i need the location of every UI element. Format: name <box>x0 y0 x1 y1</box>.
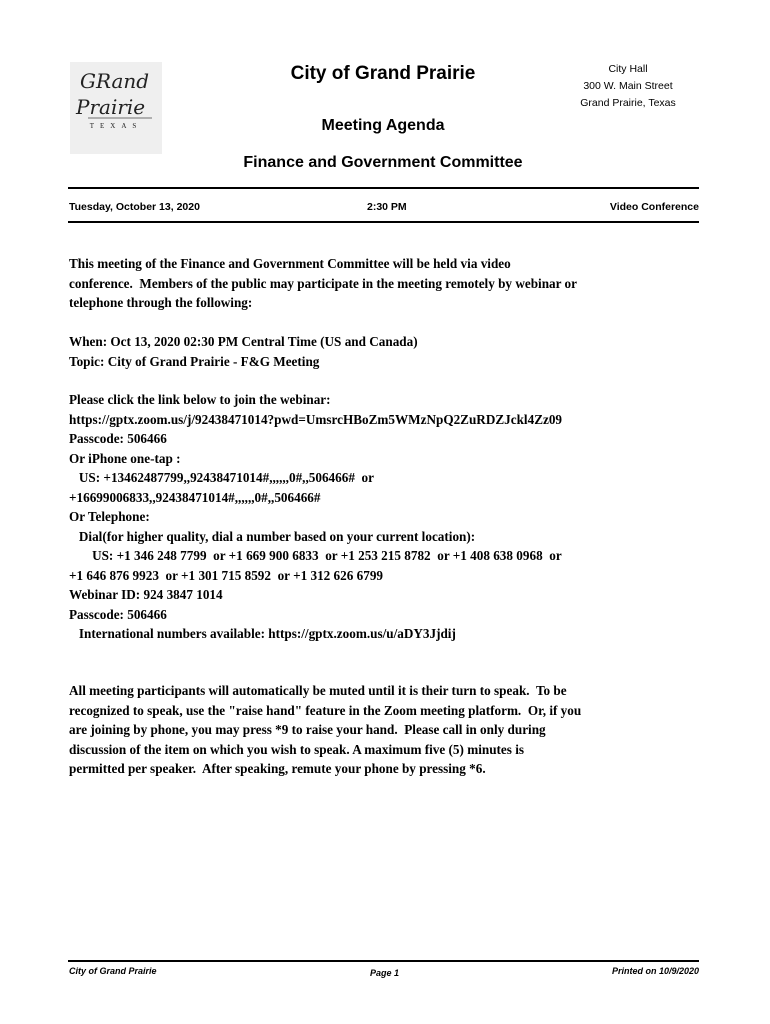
logo-script-graphic <box>70 62 162 154</box>
committee-heading: Finance and Government Committee <box>243 154 523 171</box>
logo-texas: TEXAS <box>89 122 143 130</box>
meeting-agenda-heading: Meeting Agenda <box>321 117 445 134</box>
footer-page-number: Page 1 <box>370 968 400 978</box>
intro-line: telephone through the following: <box>69 295 253 310</box>
passcode-line: Passcode: 506466 <box>69 606 167 622</box>
info-divider <box>68 221 699 223</box>
muting-line: permitted per speaker. After speaking, remute your phone by pressing *6. <box>69 761 486 776</box>
when-line: When: Oct 13, 2020 02:30 PM Central Time (US and Canada) <box>69 334 418 349</box>
iphone-alt-number: +16699006833,,92438471014#,,,,,,0#,,506466# <box>69 489 321 505</box>
city-hall-address <box>560 61 696 112</box>
topic-line: Topic: City of Grand Prairie - F&G Meeting <box>69 353 320 369</box>
dial-instruction: Dial(for higher quality, dial a number based on your current location): <box>69 528 476 544</box>
muting-line: are joining by phone, you may press *9 to raise your hand. Please call in only during <box>69 722 546 737</box>
iphone-heading: Or iPhone one-tap : <box>69 450 181 466</box>
international-numbers-link[interactable]: International numbers available: https://gptx.zoom.us/u/aDY3Jjdij <box>69 626 456 641</box>
page-title: City of Grand Prairie <box>290 63 476 84</box>
footer-printed-date: Printed on 10/9/2020 <box>611 966 699 976</box>
iphone-us-number: US: +13462487799,,92438471014#,,,,,,0#,,506466# or <box>69 470 374 485</box>
meeting-time: 2:30 PM <box>367 201 407 213</box>
intro-line: conference. Members of the public may participate in the meeting remotely by webinar or <box>69 275 577 291</box>
address-line-2: 300 W. Main Street <box>583 80 673 92</box>
join-instruction: Please click the link below to join the webinar: <box>69 392 331 407</box>
muting-line: recognized to speak, use the "raise hand" feature in the Zoom meeting platform. Or, if you <box>69 702 582 718</box>
muting-line: discussion of the item on which you wish to speak. A maximum five (5) minutes is <box>69 741 525 757</box>
passcode-line: Passcode: 506466 <box>69 431 167 446</box>
address-line-3: Grand Prairie, Texas <box>580 97 676 109</box>
intro-paragraph <box>69 254 699 313</box>
logo-line1: GRand <box>80 69 150 93</box>
address-line-1: City Hall <box>608 63 648 75</box>
top-divider <box>68 187 699 189</box>
muting-paragraph <box>69 681 699 779</box>
meeting-location: Video Conference <box>609 201 699 213</box>
grand-prairie-logo <box>70 62 162 154</box>
when-topic-block <box>69 332 699 371</box>
webinar-id: Webinar ID: 924 3847 1014 <box>69 587 223 602</box>
webinar-link[interactable]: https://gptx.zoom.us/j/92438471014?pwd=UmsrcHBoZm5WMzNpQ2ZuRDZJckl4Zz09 <box>69 411 563 427</box>
us-numbers-line-2: +1 646 876 9923 or +1 301 715 8592 or +1 312 626 6799 <box>69 567 384 583</box>
us-numbers-line-1: US: +1 346 248 7799 or +1 669 900 6833 or +1 253 215 8782 or +1 408 638 0968 or <box>69 548 562 563</box>
muting-line: All meeting participants will automatically be muted until it is their turn to speak. To be <box>69 683 567 698</box>
intro-line: This meeting of the Finance and Government Committee will be held via video <box>69 256 511 271</box>
telephone-heading: Or Telephone: <box>69 509 150 524</box>
join-details-block <box>69 390 699 644</box>
logo-line2: Prairie <box>76 95 146 119</box>
footer-divider <box>68 960 699 962</box>
footer-city: City of Grand Prairie <box>69 966 157 976</box>
meeting-date: Tuesday, October 13, 2020 <box>69 201 200 213</box>
